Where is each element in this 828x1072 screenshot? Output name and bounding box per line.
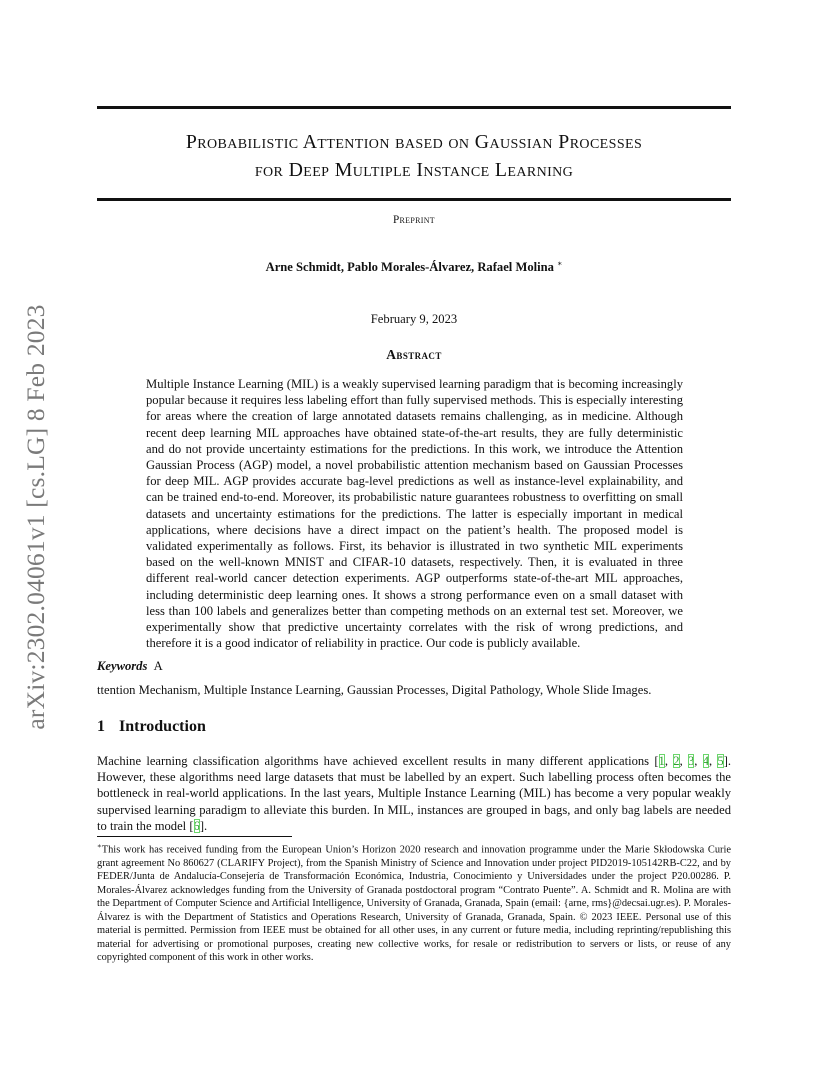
footnote-text: This work has received funding from the European Union’s Horizon 2020 research and innovation programme under the Marie Skłodowska Curie grant agreement No 860627 (CLARIFY Project), from the Spanish Ministry of Science and Innovation under project PID2019-105142RB-C22, and by FEDER/Junta de Andalucía-Consejería de Transformación Económica, Industria, Conocimiento y Universidades under the project P20.00286. P. Morales-Álvarez acknowledges funding from the University of Granada postdoctoral program “Contrato Puente”. A. Schmidt and R. Molina are with the Department of Computer Science and Artificial Intelligence, University of Granada, Granada, Spain (email: {arne, rms}@decsai.ugr.es). P. Morales-Álvarez is with the Department of Statistics and Operations Research, University of Granada, Granada, Spain. © 2023 IEEE. Personal use of this material is permitted. Permission from IEEE must be obtained for all other uses, in any current or future media, including reprinting/republishing this material for advertising or promotional purposes, creating new collective works, for resale or redistribution to servers or lists, or reuse of any copyrighted component of this work in other works.: [97, 844, 731, 964]
citation-link[interactable]: 4: [702, 754, 709, 768]
paper-title: [97, 128, 731, 184]
footnote: [97, 840, 731, 965]
preprint-label: Preprint: [393, 214, 435, 226]
intro-text-part-1: Machine learning classification algorithms have achieved excellent results in many different applications [: [97, 754, 659, 768]
section-number: 1: [97, 718, 105, 735]
introduction-paragraph: Machine learning classification algorithms have achieved excellent results in many different applications [1, 2, 3, 4, 5]. However, these algorithms need large datasets that must be labelled by an expert. Such labelling process often becomes the bottleneck in real-world applications. In the last years, Multiple Instance Learning (MIL) has become a very popular weakly supervised learning paradigm to alleviate this burden. In MIL, instances are grouped in bags, and only bag labels are needed to train the model [6].: [97, 754, 732, 833]
author-footnote-mark: ∗: [556, 259, 563, 268]
abstract-text: Multiple Instance Learning (MIL) is a weakly supervised learning paradigm that is becoming increasingly popular because it requires less labeling effort than fully supervised methods. This is especially interesting for areas where the creation of large annotated datasets remains challenging, as in medicine. Although recent deep learning MIL approaches have obtained state-of-the-art results, they are fully deterministic and do not provide uncertainty estimations for the predictions. In this work, we introduce the Attention Gaussian Process (AGP) model, a novel probabilistic attention mechanism based on Gaussian Processes for deep MIL. AGP provides accurate bag-level predictions as well as instance-level explainability, and can be trained end-to-end. Moreover, its probabilistic nature guarantees robustness to overfitting on small datasets and uncertainty estimations for the predictions. The latter is especially important in medical applications, where decisions have a direct impact on the patient’s health. The proposed model is validated experimentally as follows. First, its behavior is illustrated in two synthetic MIL experiments based on the well-known MNIST and CIFAR-10 datasets, respectively. Then, it is evaluated in three different real-world cancer detection experiments. AGP outperforms state-of-the-art MIL approaches, including deterministic deep learning ones. It shows a strong performance even on a small dataset with less than 100 labels and generalizes better than competing methods on an external test set. Moreover, we experimentally show that predictive uncertainty correlates with the risk of wrong predictions, and therefore it is a good indicator of reliability in practice. Our code is publicly available.: [146, 377, 683, 651]
citation-link[interactable]: 6: [193, 818, 200, 833]
footnote-rule: [97, 836, 292, 837]
intro-text-part-3: ].: [199, 818, 208, 833]
keywords-first-letter: A: [153, 659, 163, 673]
section-title: Introduction: [119, 718, 206, 735]
intro-text-part-2: ]. However, these algorithms need large datasets that must be labelled by an expert. Such labelling process often becomes the bottleneck in real-world applications. In the last years, Multiple Instance Learning (MIL) has become a very popular weakly supervised learning paradigm to alleviate this burden. In MIL, instances are grouped in bags, and only bag labels are needed to train the model [: [97, 754, 732, 833]
citation-link[interactable]: 3: [687, 754, 695, 768]
section-heading-introduction: [97, 718, 206, 736]
title-line-1: Probabilistic Attention based on Gaussian Processes: [185, 131, 643, 153]
title-top-rule: [97, 106, 731, 109]
arxiv-identifier-stamp: arXiv:2302.04061v1 [cs.LG] 8 Feb 2023: [21, 304, 50, 730]
footnote-mark: ∗: [97, 842, 102, 850]
keywords-label-line: [97, 659, 163, 674]
abstract-heading: Abstract: [386, 347, 442, 362]
author-names: Arne Schmidt, Pablo Morales-Álvarez, Rafael Molina: [265, 260, 554, 275]
title-bottom-rule: [97, 198, 731, 201]
keywords-text: ttention Mechanism, Multiple Instance Learning, Gaussian Processes, Digital Pathology, Whole Slide Images.: [97, 683, 652, 697]
citation-link[interactable]: 5: [717, 754, 724, 768]
publication-date: February 9, 2023: [370, 312, 458, 326]
citation-link[interactable]: 2: [673, 754, 680, 768]
keywords-label: Keywords: [97, 659, 148, 673]
title-line-2: for Deep Multiple Instance Learning: [254, 159, 574, 181]
author-list: [97, 259, 731, 275]
citation-link[interactable]: 1: [658, 754, 665, 768]
